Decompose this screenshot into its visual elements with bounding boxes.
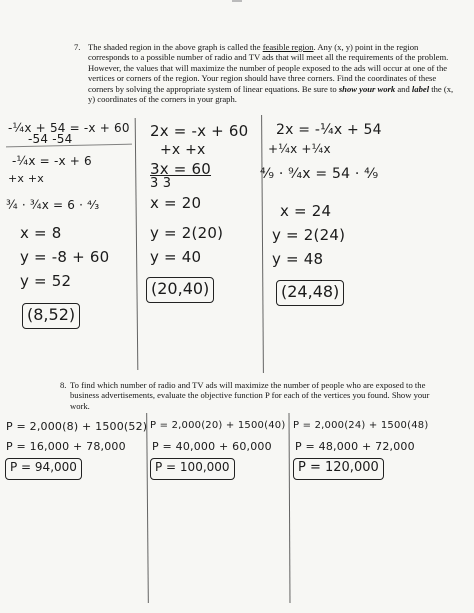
work-7-col2-answer: (20,40) bbox=[146, 277, 214, 303]
work-7-col2-line4: 3 3 bbox=[150, 176, 172, 191]
work-7-col2-line7: y = 40 bbox=[150, 248, 202, 266]
work-7-divider-left bbox=[135, 118, 139, 370]
question-8-text: To find which number of radio and TV ads will maximize the number of people who are exposed to the business advertisements, evaluate the objective function P for each of the vertices you found. Show your work. bbox=[70, 380, 430, 411]
work-7-col2-line1: 2x = -x + 60 bbox=[150, 122, 249, 140]
work-7-col1-line8: y = 52 bbox=[20, 272, 72, 290]
work-7-col1-line3: -¼x = -x + 6 bbox=[12, 154, 92, 168]
work-8-col3-line2: P = 48,000 + 72,000 bbox=[295, 440, 415, 453]
work-7-col3-line4: x = 24 bbox=[280, 202, 332, 220]
work-8-col1-line1: P = 2,000(8) + 1500(52) bbox=[6, 420, 148, 433]
work-7-col1-line4: +x +x bbox=[8, 172, 44, 185]
work-7-col3-line3: ⁴⁄₉ · ⁹⁄₄x = 54 · ⁴⁄₉ bbox=[260, 166, 379, 182]
work-7-col2-line3: 3x = 60 bbox=[150, 160, 212, 178]
work-7-col3-line1: 2x = -¼x + 54 bbox=[276, 122, 382, 138]
work-7-col3-line5: y = 2(24) bbox=[272, 226, 346, 244]
work-8-col3-line1: P = 2,000(24) + 1500(48) bbox=[293, 420, 429, 431]
question-7-text: The shaded region in the above graph is called the feasible region. Any (x, y) point in the region corresponds to a possible number of radio and TV ads that will meet all the requirements of the problem. However, the values that will maximize the number of people exposed to the ads will occur at one of the vertices or corners of the region. Your region should have three corners. Find the coordinates of these corners by solving the appropriate system of linear equations. Be sure to show your work and label the (x, y) coordinates of the corners in your graph. bbox=[88, 42, 454, 105]
work-8-col3-answer: P = 120,000 bbox=[293, 458, 384, 480]
work-7-col1-answer: (8,52) bbox=[22, 303, 80, 329]
scan-mark bbox=[232, 0, 242, 2]
work-7-col2-line5: x = 20 bbox=[150, 194, 202, 212]
work-7-col1-line2: -54 -54 bbox=[28, 132, 73, 146]
question-8-number: 8. bbox=[60, 380, 67, 390]
question-7-number: 7. bbox=[74, 42, 81, 52]
work-8-col1-line2: P = 16,000 + 78,000 bbox=[6, 440, 126, 453]
work-7-col3-answer: (24,48) bbox=[276, 280, 344, 306]
work-8-divider-right bbox=[289, 413, 291, 603]
work-7-divider-right bbox=[261, 115, 264, 373]
work-7-col1-line1: -¼x + 54 = -x + 60 bbox=[8, 121, 130, 135]
work-7-col2-line2: +x +x bbox=[160, 142, 206, 158]
work-8-col2-answer: P = 100,000 bbox=[150, 458, 235, 480]
work-7-col3-line2: +¼x +¼x bbox=[268, 142, 331, 156]
work-7-col1-line5: ¾ · ¾x = 6 · ⁴⁄₃ bbox=[6, 198, 100, 212]
work-8-col2-line2: P = 40,000 + 60,000 bbox=[152, 440, 272, 453]
work-7-col3-line6: y = 48 bbox=[272, 250, 324, 268]
work-8-divider-left bbox=[146, 413, 149, 603]
work-7-col1-line7: y = -8 + 60 bbox=[20, 248, 110, 266]
work-7-col2-line6: y = 2(20) bbox=[150, 224, 224, 242]
work-7-col1-line6: x = 8 bbox=[20, 224, 62, 242]
work-8-col1-answer: P = 94,000 bbox=[5, 458, 82, 480]
work-8-col2-line1: P = 2,000(20) + 1500(40) bbox=[150, 420, 286, 431]
